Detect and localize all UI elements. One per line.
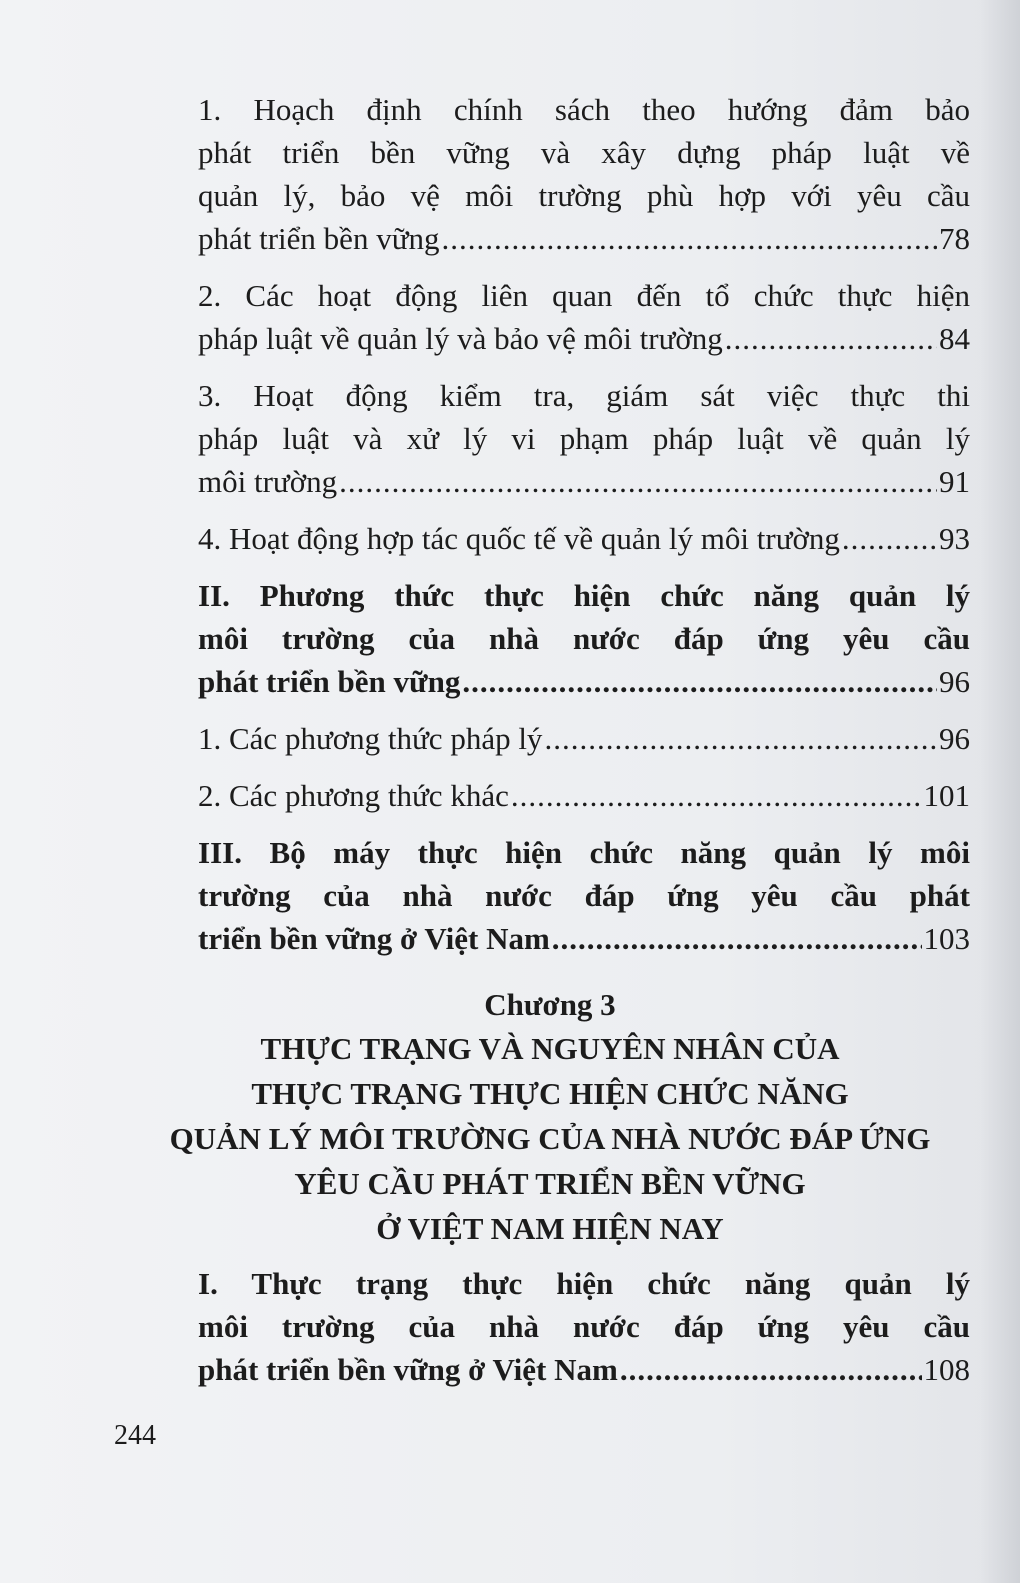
dot-leader	[544, 717, 937, 760]
toc-line: phát triển bền vững ở Việt Nam	[198, 1352, 618, 1387]
toc-line: 1. Các phương thức pháp lý	[198, 721, 543, 756]
toc-entry-last-line	[198, 660, 970, 703]
dot-leader	[842, 517, 937, 560]
toc-entry-last-line	[198, 917, 970, 960]
toc-line: 2. Các hoạt động liên quan đến tổ chức thực hiện	[198, 278, 970, 313]
toc-line: 1. Hoạch định chính sách theo hướng đảm bảo	[198, 92, 970, 127]
toc-entry-last-line	[198, 717, 970, 760]
toc-line: triển bền vững ở Việt Nam	[198, 921, 550, 956]
toc-page-number: 96	[939, 721, 970, 756]
toc-line: quản lý, bảo vệ môi trường phù hợp với yêu cầu	[198, 178, 970, 213]
toc-entry-chapter3-section-i	[198, 1262, 970, 1391]
toc-line: phát triển bền vững	[198, 664, 461, 699]
toc-page-number: 96	[939, 664, 970, 699]
toc-line: môi trường của nhà nước đáp ứng yêu cầu	[198, 621, 970, 656]
toc-entry-section-ii	[198, 574, 970, 703]
toc-page-number: 103	[923, 921, 970, 956]
toc-section-upper	[198, 88, 970, 974]
toc-entry-last-line	[198, 517, 970, 560]
chapter-title-line: THỰC TRẠNG THỰC HIỆN CHỨC NĂNG	[251, 1076, 849, 1111]
toc-line: pháp luật và xử lý vi phạm pháp luật về quản lý	[198, 421, 970, 456]
dot-leader	[725, 317, 937, 360]
toc-line: trường của nhà nước đáp ứng yêu cầu phát	[198, 878, 970, 913]
page-number: 244	[114, 1420, 156, 1451]
toc-line: 3. Hoạt động kiểm tra, giám sát việc thực thi	[198, 378, 970, 413]
toc-line: III. Bộ máy thực hiện chức năng quản lý môi	[198, 835, 970, 870]
toc-line: I. Thực trạng thực hiện chức năng quản lý	[198, 1266, 970, 1301]
chapter-number: Chương 3	[484, 987, 616, 1022]
toc-entry-1	[198, 88, 970, 260]
toc-line: pháp luật về quản lý và bảo vệ môi trường	[198, 321, 723, 356]
dot-leader	[339, 460, 937, 503]
dot-leader	[552, 917, 922, 960]
chapter-title	[120, 1026, 980, 1251]
toc-line: môi trường của nhà nước đáp ứng yêu cầu	[198, 1309, 970, 1344]
toc-page-number: 91	[939, 464, 970, 499]
toc-line: II. Phương thức thực hiện chức năng quản lý	[198, 578, 970, 613]
chapter-title-line: Ở VIỆT NAM HIỆN NAY	[376, 1211, 724, 1246]
toc-entry-last-line	[198, 1348, 970, 1391]
toc-page-number: 101	[923, 778, 970, 813]
toc-entry-4	[198, 517, 970, 560]
chapter-title-line: QUẢN LÝ MÔI TRƯỜNG CỦA NHÀ NƯỚC ĐÁP ỨNG	[169, 1121, 931, 1156]
toc-line: môi trường	[198, 464, 338, 499]
toc-line: 2. Các phương thức khác	[198, 778, 509, 813]
chapter-title-line: THỰC TRẠNG VÀ NGUYÊN NHÂN CỦA	[260, 1031, 840, 1066]
toc-entry-6	[198, 774, 970, 817]
toc-entry-last-line	[198, 217, 970, 260]
dot-leader	[462, 660, 937, 703]
toc-entry-section-iii	[198, 831, 970, 960]
toc-entry-5	[198, 717, 970, 760]
toc-page-number: 108	[923, 1352, 970, 1387]
toc-entry-3	[198, 374, 970, 503]
toc-page-number: 93	[939, 521, 970, 556]
toc-line: phát triển bền vững và xây dựng pháp luật về	[198, 135, 970, 170]
toc-line: phát triển bền vững	[198, 221, 440, 256]
toc-section-lower	[198, 1262, 970, 1405]
dot-leader	[620, 1348, 922, 1391]
dot-leader	[442, 217, 938, 260]
toc-page-number: 78	[939, 221, 970, 256]
toc-entry-2	[198, 274, 970, 360]
toc-entry-last-line	[198, 774, 970, 817]
toc-entry-last-line	[198, 460, 970, 503]
toc-page-number: 84	[939, 321, 970, 356]
chapter-title-line: YÊU CẦU PHÁT TRIỂN BỀN VỮNG	[294, 1166, 806, 1201]
dot-leader	[511, 774, 922, 817]
toc-entry-last-line	[198, 317, 970, 360]
toc-line: 4. Hoạt động hợp tác quốc tế về quản lý môi trường	[198, 521, 840, 556]
